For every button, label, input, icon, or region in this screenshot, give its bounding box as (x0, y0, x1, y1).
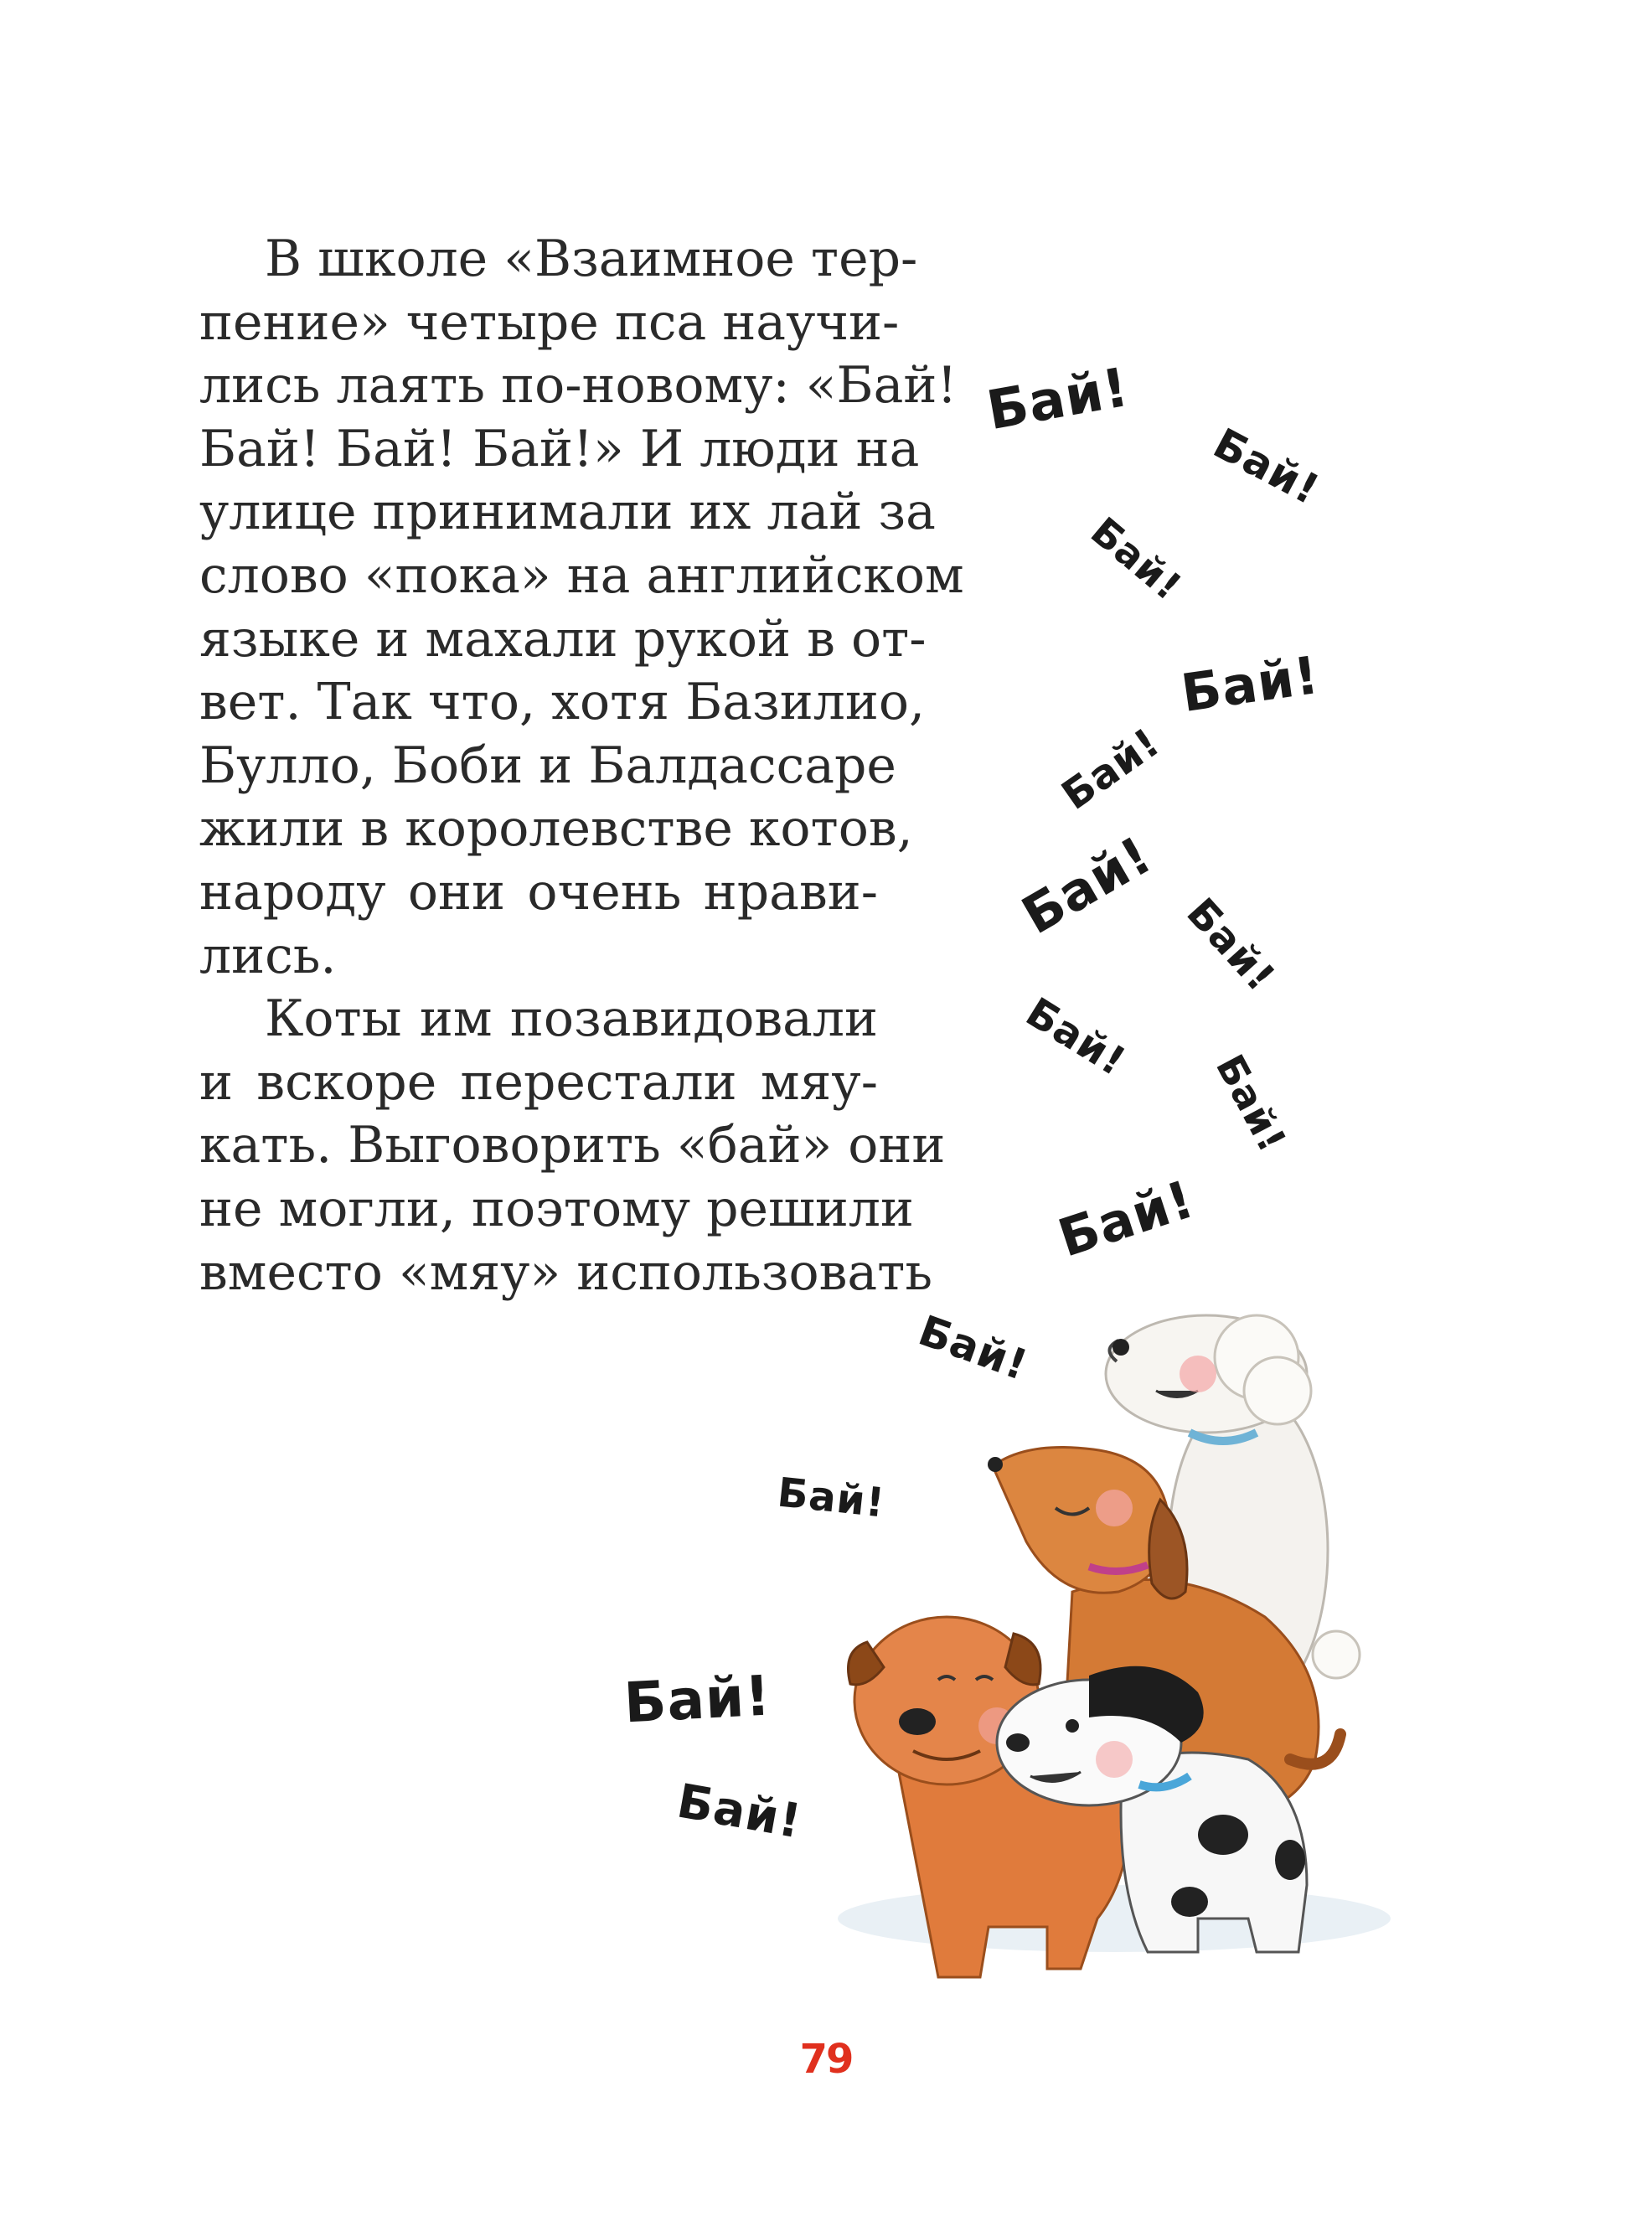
text-line: пение» четыре пса научи- (199, 292, 900, 352)
bark-word: Бай! (1205, 419, 1328, 514)
text-line: жили в королевстве котов, (199, 799, 913, 859)
bark-word: Бай! (1206, 1046, 1296, 1160)
text-line: лись лаять по-новому: «Бай! (199, 356, 958, 416)
text-line: Бай! Бай! Бай!» И люди на (199, 419, 920, 478)
bark-word: Бай! (1053, 719, 1169, 819)
text-line: народу они очень нрави- (199, 862, 878, 922)
ground-shadow (838, 1885, 1391, 1952)
text-line: слово «пока» на английском (199, 545, 964, 605)
text-line: улице принимали их лай за (199, 483, 936, 542)
text-line: и вскоре перестали мяу- (199, 1052, 878, 1112)
bark-word: Бай! (1177, 889, 1285, 1001)
text-line: не могли, поэтому решили (199, 1179, 914, 1238)
bark-word: Бай! (1011, 824, 1163, 947)
bark-word: Бай! (775, 1469, 888, 1527)
text-line: В школе «Взаимное тер- (265, 230, 918, 288)
bark-word: Бай! (982, 356, 1134, 443)
bark-word: Бай! (1017, 989, 1134, 1086)
text-line: языке и махали рукой в от- (199, 609, 927, 669)
text-line: Булло, Боби и Балдассаре (199, 736, 896, 795)
bark-word: Бай! (1177, 643, 1324, 725)
bark-word: Бай! (912, 1305, 1035, 1391)
bark-word: Бай! (673, 1774, 806, 1850)
bark-word: Бай! (1082, 508, 1191, 610)
page-number: 79 (799, 2036, 853, 2083)
text-line: вместо «мяу» использовать (199, 1242, 933, 1302)
bark-word: Бай! (622, 1663, 773, 1736)
bark-word: Бай! (1051, 1168, 1202, 1269)
text-line: Коты им позавидовали (265, 989, 878, 1049)
text-line: кать. Выговорить «бай» они (199, 1116, 946, 1175)
text-line: лись. (199, 926, 337, 985)
text-line: вет. Так что, хотя Базилио, (199, 673, 926, 732)
